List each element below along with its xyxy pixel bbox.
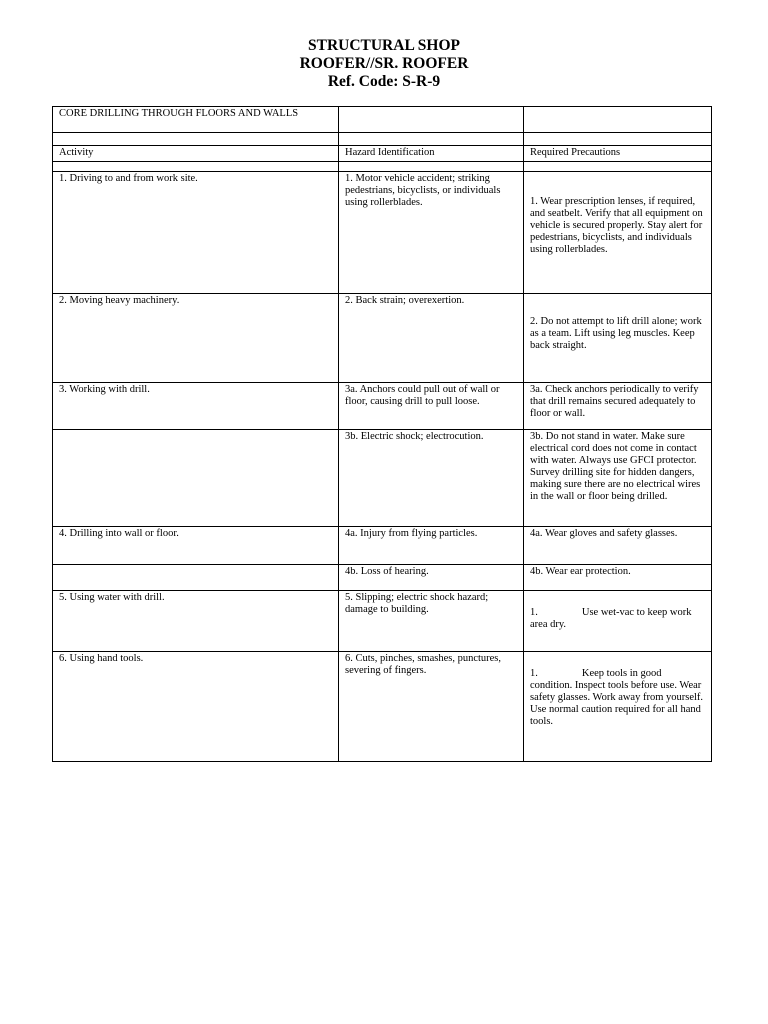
activity-cell: 2. Moving heavy machinery. xyxy=(53,294,339,383)
column-header-row xyxy=(53,146,712,162)
hazard-cell: 3a. Anchors could pull out of wall or floor, causing drill to pull loose. xyxy=(339,383,524,430)
task-title: CORE DRILLING THROUGH FLOORS AND WALLS xyxy=(53,107,339,133)
precaution-cell: 4a. Wear gloves and safety glasses. xyxy=(524,527,712,565)
header-job-title: ROOFER//SR. ROOFER xyxy=(299,55,469,72)
activity-cell xyxy=(53,565,339,591)
activity-cell: 4. Drilling into wall or floor. xyxy=(53,527,339,565)
column-header-precautions: Required Precautions xyxy=(524,146,712,162)
hazard-cell: 6. Cuts, pinches, smashes, punctures, severing of fingers. xyxy=(339,652,524,762)
spacer-row xyxy=(53,133,712,146)
table-cell-empty xyxy=(524,107,712,133)
column-header-activity: Activity xyxy=(53,146,339,162)
precaution-cell: 4b. Wear ear protection. xyxy=(524,565,712,591)
table-row xyxy=(53,565,712,591)
hazard-analysis-table xyxy=(52,106,712,762)
hazard-cell: 3b. Electric shock; electrocution. xyxy=(339,430,524,527)
precaution-cell xyxy=(524,591,712,652)
activity-cell: 3. Working with drill. xyxy=(53,383,339,430)
table-row xyxy=(53,294,712,383)
precaution-text: Use wet-vac to keep work area dry. xyxy=(530,607,692,630)
table-row xyxy=(53,172,712,294)
precaution-cell xyxy=(524,652,712,762)
hazard-cell: 4b. Loss of hearing. xyxy=(339,565,524,591)
table-row xyxy=(53,430,712,527)
activity-cell: 5. Using water with drill. xyxy=(53,591,339,652)
activity-cell: 6. Using hand tools. xyxy=(53,652,339,762)
table-row xyxy=(53,652,712,762)
precaution-cell: 3a. Check anchors periodically to verify that drill remains secured adequately to floor or wall. xyxy=(524,383,712,430)
precaution-number: 1. xyxy=(530,607,538,618)
table-row xyxy=(53,383,712,430)
spacer-row xyxy=(53,162,712,172)
table-title-row xyxy=(53,107,712,133)
column-header-hazard: Hazard Identification xyxy=(339,146,524,162)
header-ref-code: Ref. Code: S-R-9 xyxy=(327,73,441,90)
hazard-cell: 4a. Injury from flying particles. xyxy=(339,527,524,565)
table-row xyxy=(53,591,712,652)
table-cell-empty xyxy=(339,107,524,133)
precaution-cell: 1. Wear prescription lenses, if required, and seatbelt. Verify that all equipment on vehicle is secured properly. Stay alert for pedestrians, bicyclists, and individuals using rollerblades. xyxy=(524,172,712,294)
precaution-cell: 3b. Do not stand in water. Make sure electrical cord does not come in contact with water. Always use GFCI protector. Survey drilling site for hidden dangers, making sure there are no electrical wires in the wall or floor being drilled. xyxy=(524,430,712,527)
hazard-cell: 1. Motor vehicle accident; striking pedestrians, bicyclists, or individuals using rollerblades. xyxy=(339,172,524,294)
hazard-cell: 2. Back strain; overexertion. xyxy=(339,294,524,383)
activity-cell xyxy=(53,430,339,527)
precaution-number: 1. xyxy=(530,668,538,679)
table-row xyxy=(53,527,712,565)
precaution-text: Keep tools in good condition. Inspect tools before use. Wear safety glasses. Work away from yourself. Use normal caution required for all hand tools. xyxy=(530,668,704,727)
precaution-cell: 2. Do not attempt to lift drill alone; work as a team. Lift using leg muscles. Keep back straight. xyxy=(524,294,712,383)
activity-cell: 1. Driving to and from work site. xyxy=(53,172,339,294)
hazard-cell: 5. Slipping; electric shock hazard; damage to building. xyxy=(339,591,524,652)
document-header xyxy=(0,37,768,91)
header-shop: STRUCTURAL SHOP xyxy=(307,37,461,54)
